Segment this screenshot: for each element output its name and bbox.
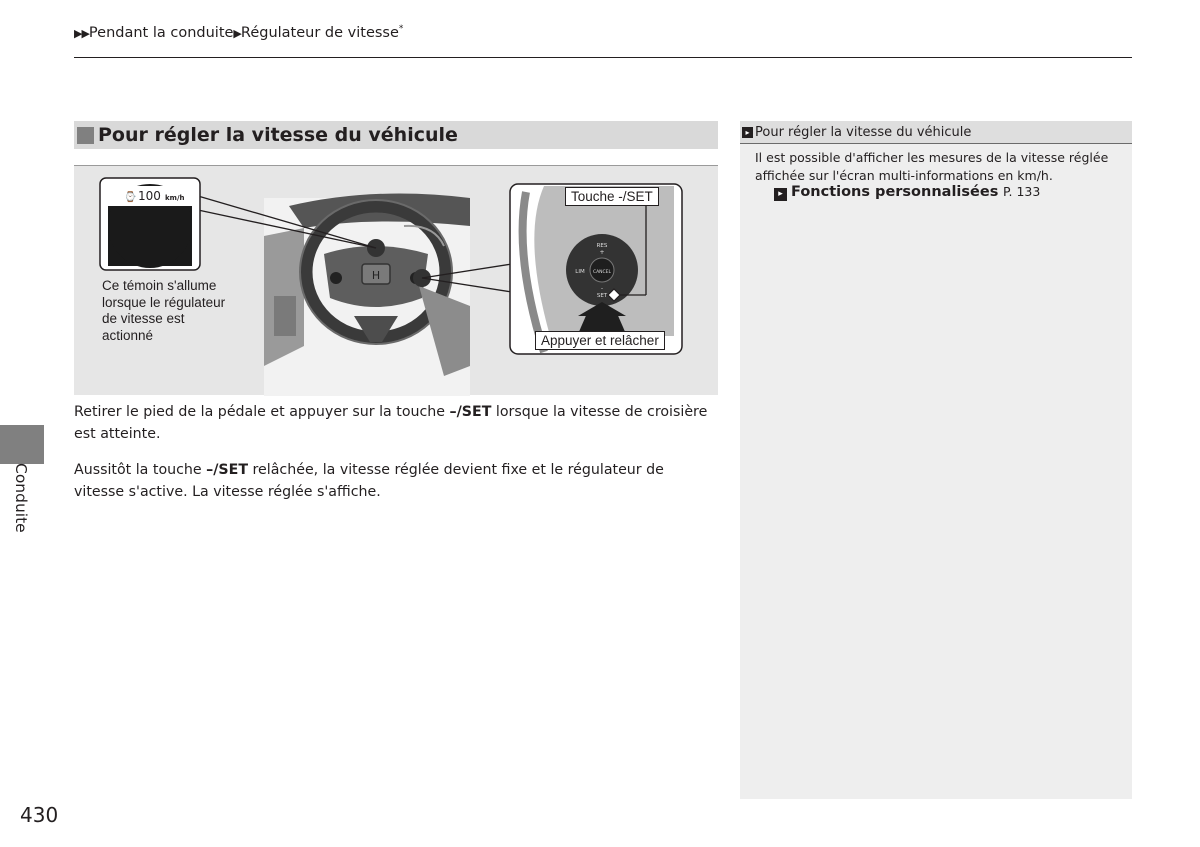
control-buttons-inset (510, 184, 682, 354)
chapter-tab-label: Conduite (12, 463, 30, 533)
cruise-gauge-icon: ⌚ (124, 192, 137, 203)
set-key-label: –/SET (449, 404, 492, 420)
link-page[interactable]: P. 133 (1002, 184, 1041, 199)
indicator-caption: Ce témoin s'allume lorsque le régulateur de vitesse est actionné (102, 278, 226, 343)
breadcrumb-marker: * (398, 24, 404, 34)
touche-set-label: Touche -/SET (565, 187, 659, 206)
para1-text-end: lorsque la vitesse de croisière est atteinte. (74, 404, 708, 442)
speed-readout: 100 (138, 189, 161, 203)
section-title: Pour régler la vitesse du véhicule (98, 124, 458, 146)
sidebar-heading-text: Pour régler la vitesse du véhicule (755, 124, 972, 140)
svg-text:–: – (600, 286, 604, 292)
breadcrumb-arrow-icon: ▶▶ (74, 26, 89, 40)
svg-text:+: + (599, 249, 605, 256)
lim-button-label: LIM (575, 269, 585, 275)
press-release-label: Appuyer et relâcher (535, 331, 665, 350)
speed-indicator-inset (100, 178, 200, 270)
sidebar-text: Il est possible d'afficher les mesures de la vitesse réglée affichée sur l'écran multi-informations en km/h. (755, 150, 1109, 183)
paragraph-1 (74, 401, 718, 445)
breadcrumb-item-regulateur[interactable]: Régulateur de vitesse (240, 24, 399, 41)
breadcrumb-arrow-icon: ▶ (233, 26, 241, 40)
paragraph-2 (74, 459, 718, 503)
para2-text-end: relâchée, la vitesse réglée devient fixe et le régulateur de vitesse s'active. La vitesse réglée s'affiche. (74, 462, 664, 500)
para1-text: Retirer le pied de la pédale et appuyer sur la touche (74, 404, 450, 420)
page-number: 430 (20, 803, 59, 827)
para2-text: Aussitôt la touche (74, 462, 207, 478)
breadcrumb (74, 24, 403, 41)
sidebar-note (740, 121, 1132, 799)
set-key-label: –/SET (206, 462, 249, 478)
cruise-control-figure (74, 165, 718, 395)
link-arrow-icon: ▸ (774, 188, 787, 201)
cancel-button-label: CANCEL (592, 270, 612, 275)
header-divider (74, 57, 1132, 58)
breadcrumb-item-conduite[interactable]: Pendant la conduite (88, 24, 234, 41)
speed-unit: km/h (165, 194, 185, 202)
custom-functions-link[interactable] (774, 184, 1040, 201)
sidebar-heading (740, 121, 1132, 144)
reference-icon: ▸ (742, 127, 753, 138)
link-label[interactable]: Fonctions personnalisées (791, 184, 999, 200)
section-square-icon (77, 127, 94, 144)
section-header (74, 121, 718, 149)
svg-text:H: H (371, 269, 381, 282)
set-button-label: SET (596, 293, 608, 299)
res-button-label: RES (596, 243, 608, 249)
chapter-tab[interactable] (0, 425, 44, 464)
